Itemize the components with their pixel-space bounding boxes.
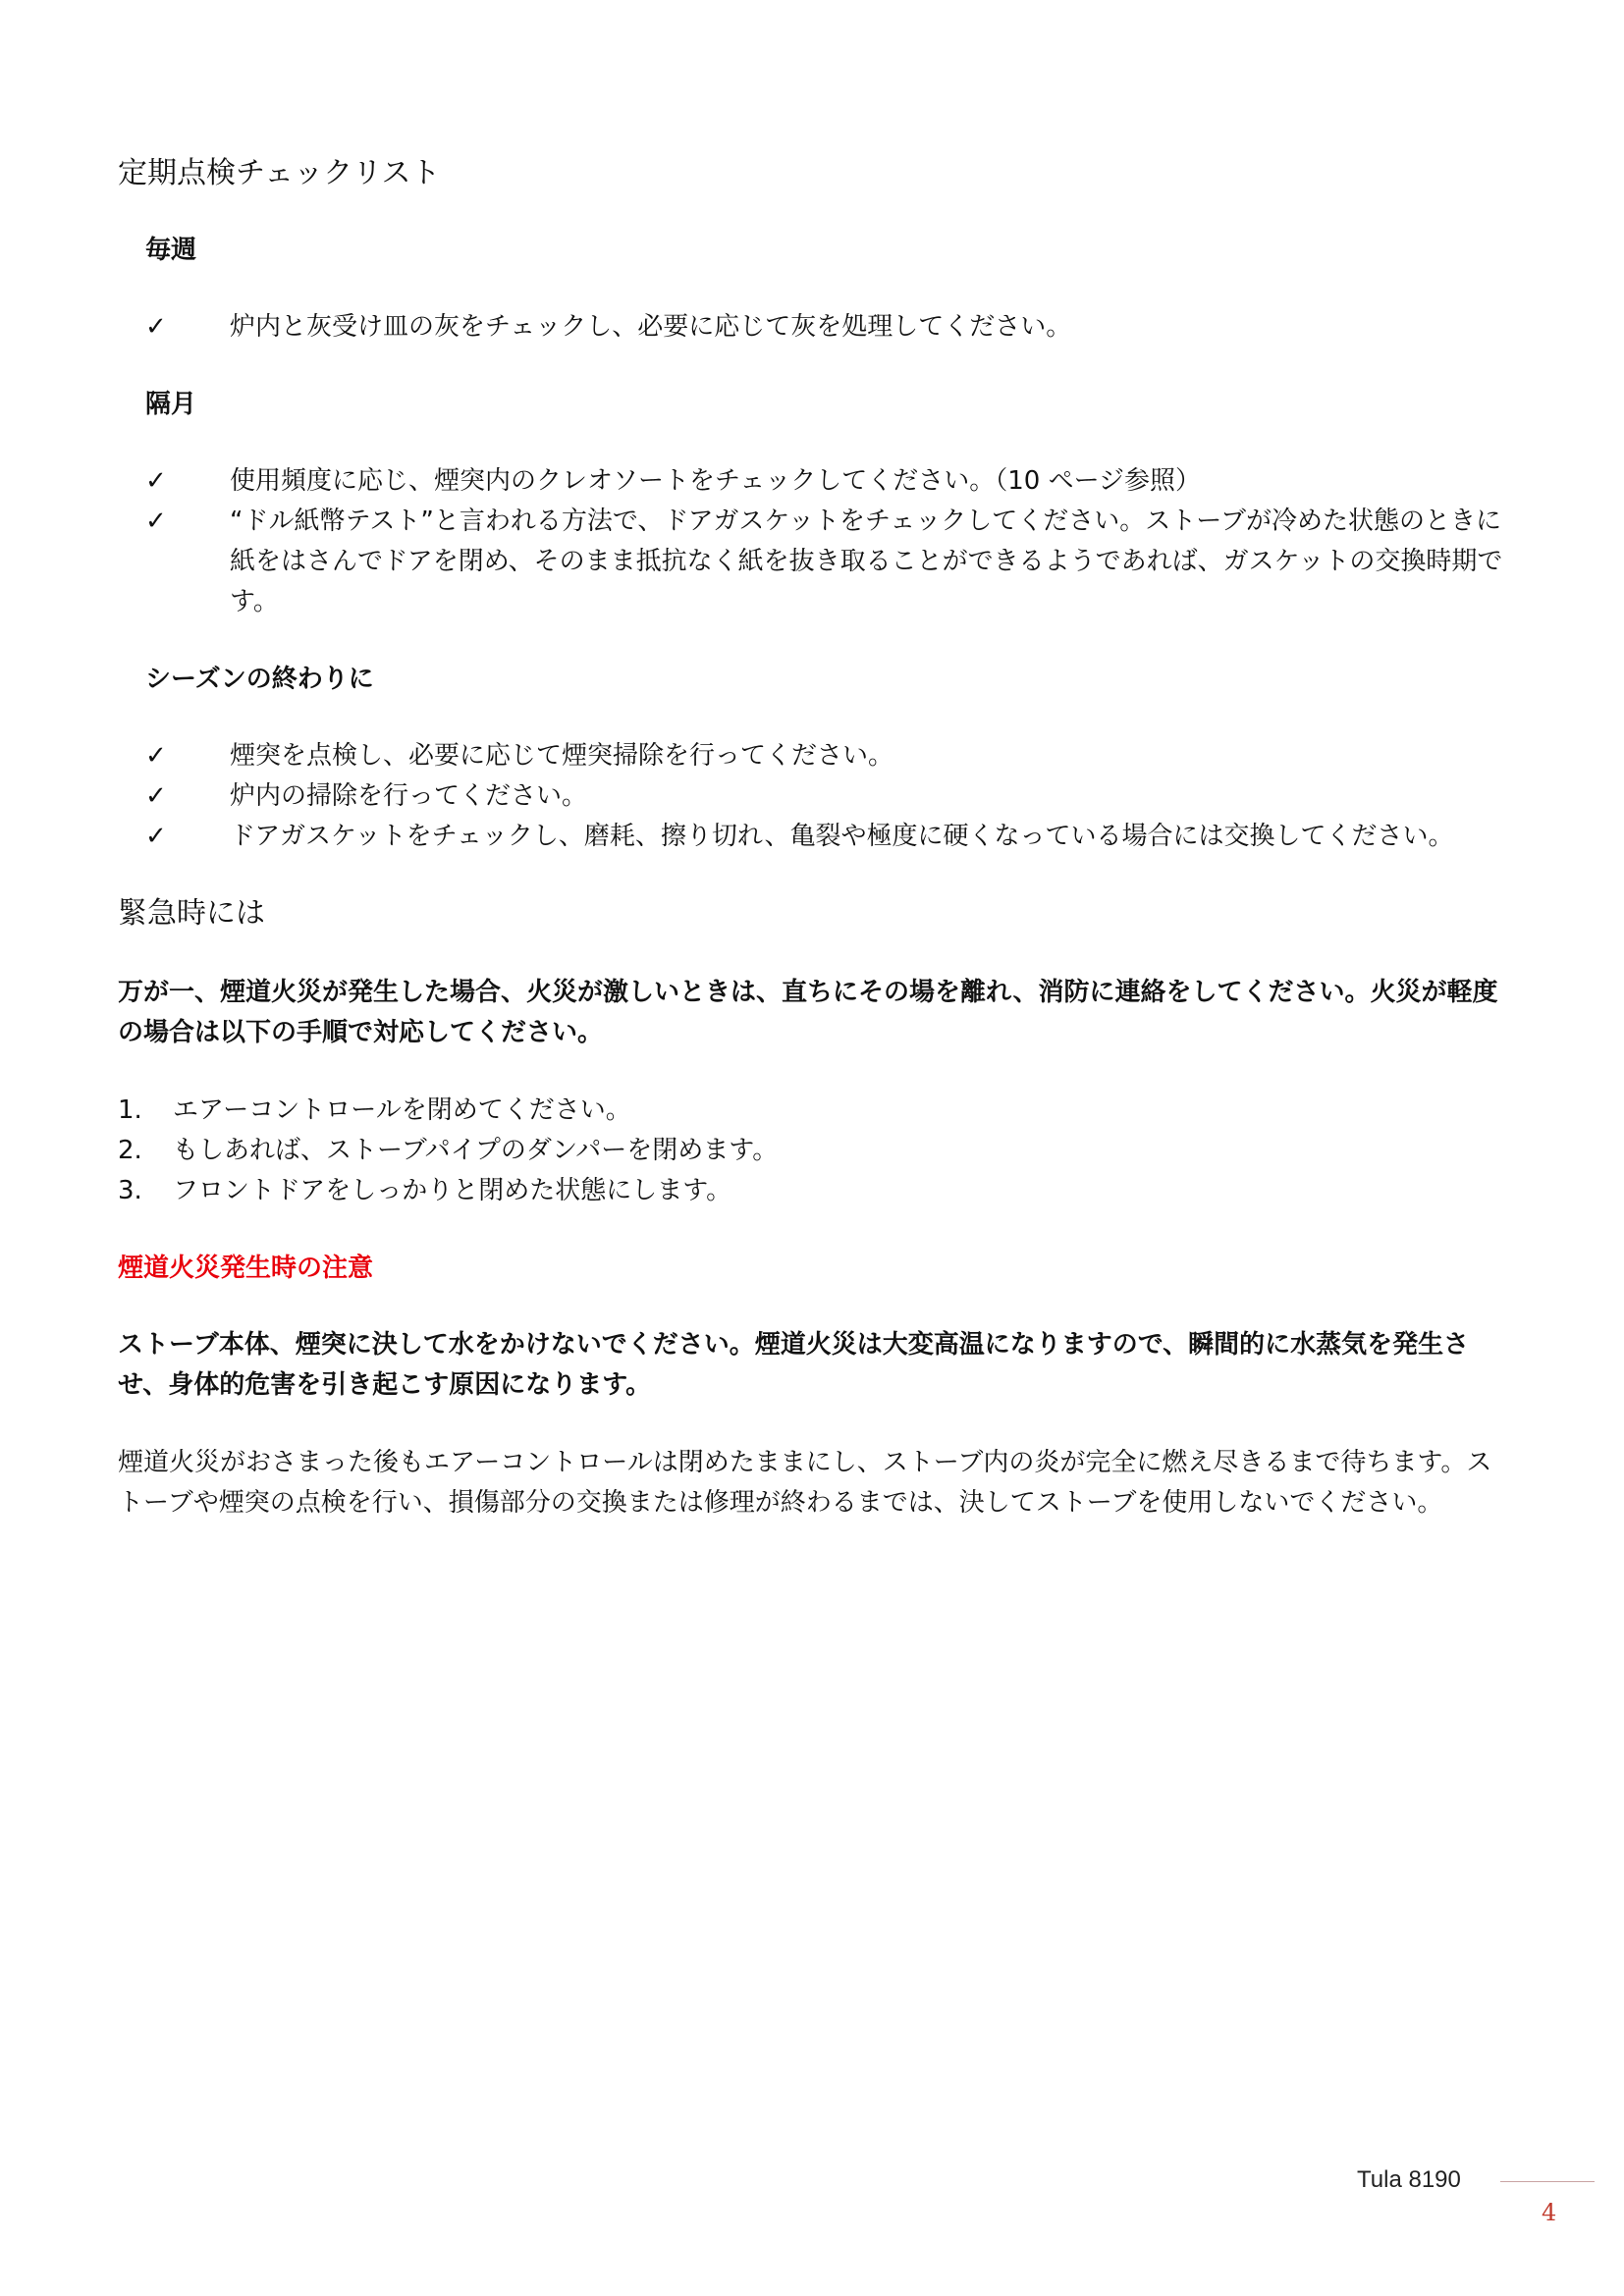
emergency-intro: 万が一、煙道火災が発生した場合、火災が激しいときは、直ちにその場を離れ、消防に連絡をしてください。火災が軽度の場合は以下の手順で対応してください。 [118, 978, 1498, 1047]
emergency-title: 緊急時には [118, 896, 265, 931]
step-text: もしあれば、ストーブパイプのダンパーを閉めます。 [173, 1136, 779, 1165]
document-body [118, 152, 1512, 1523]
step-text: エアーコントロールを閉めてください。 [173, 1095, 631, 1125]
weekly-list [118, 307, 1512, 347]
warning-text: ストーブ本体、煙突に決して水をかけないでください。煙道火災は大変高温になりますので、瞬間的に水蒸気を発生させ、身体的危害を引き起こす原因になります。 [118, 1330, 1470, 1400]
checkmark-icon: ✓ [145, 822, 167, 851]
list-item-text: 炉内の掃除を行ってください。 [230, 781, 588, 811]
weekly-heading: 毎週 [145, 236, 197, 265]
step-text: フロントドアをしっかりと閉めた状態にします。 [173, 1176, 732, 1205]
list-item [118, 1091, 1512, 1131]
list-item-text: 使用頻度に応じ、煙突内のクレオソートをチェックしてください。（10 ページ参照） [230, 466, 1202, 496]
step-number: 2. [118, 1136, 142, 1165]
checkmark-icon: ✓ [145, 466, 167, 496]
season-end-list [118, 736, 1512, 857]
step-number: 1. [118, 1095, 142, 1125]
list-item-text: ドアガスケットをチェックし、磨耗、擦り切れ、亀裂や極度に硬くなっている場合には交換してください。 [230, 822, 1454, 851]
checklist-title: 定期点検チェックリスト [118, 156, 441, 190]
list-item [145, 736, 1512, 776]
footer-model-label: Tula 8190 [1357, 2166, 1461, 2193]
list-item [145, 817, 1512, 857]
list-item [118, 1131, 1512, 1171]
checkmark-icon: ✓ [145, 507, 167, 536]
list-item-text: 煙突を点検し、必要に応じて煙突掃除を行ってください。 [230, 741, 894, 771]
page-number: 4 [1542, 2199, 1557, 2226]
bimonthly-list [118, 461, 1512, 622]
step-number: 3. [118, 1176, 142, 1205]
checkmark-icon: ✓ [145, 312, 167, 342]
season-end-heading: シーズンの終わりに [145, 665, 374, 694]
warning-heading: 煙道火災発生時の注意 [118, 1254, 374, 1283]
list-item-text: 炉内と灰受け皿の灰をチェックし、必要に応じて灰を処理してください。 [230, 312, 1072, 342]
emergency-steps [118, 1091, 1512, 1211]
list-item [118, 1171, 1512, 1211]
list-item [145, 307, 1512, 347]
list-item-text: “ドル紙幣テスト”と言われる方法で、ドアガスケットをチェックしてください。ストーブが冷めた状態のときに紙をはさんでドアを閉め、そのまま抵抗なく紙を抜き取ることができるようであれば、ガスケットの交換時期です。 [230, 507, 1503, 616]
footer-divider [1500, 2181, 1595, 2182]
after-fire-text: 煙道火災がおさまった後もエアーコントロールは閉めたままにし、ストーブ内の炎が完全に燃え尽きるまで待ちます。ストーブや煙突の点検を行い、損傷部分の交換または修理が終わるまでは、決してストーブを使用しないでください。 [118, 1448, 1492, 1518]
bimonthly-heading: 隔月 [145, 390, 197, 419]
list-item [145, 776, 1512, 817]
checkmark-icon: ✓ [145, 781, 167, 811]
list-item [145, 461, 1512, 502]
checkmark-icon: ✓ [145, 741, 167, 771]
list-item [145, 502, 1512, 622]
